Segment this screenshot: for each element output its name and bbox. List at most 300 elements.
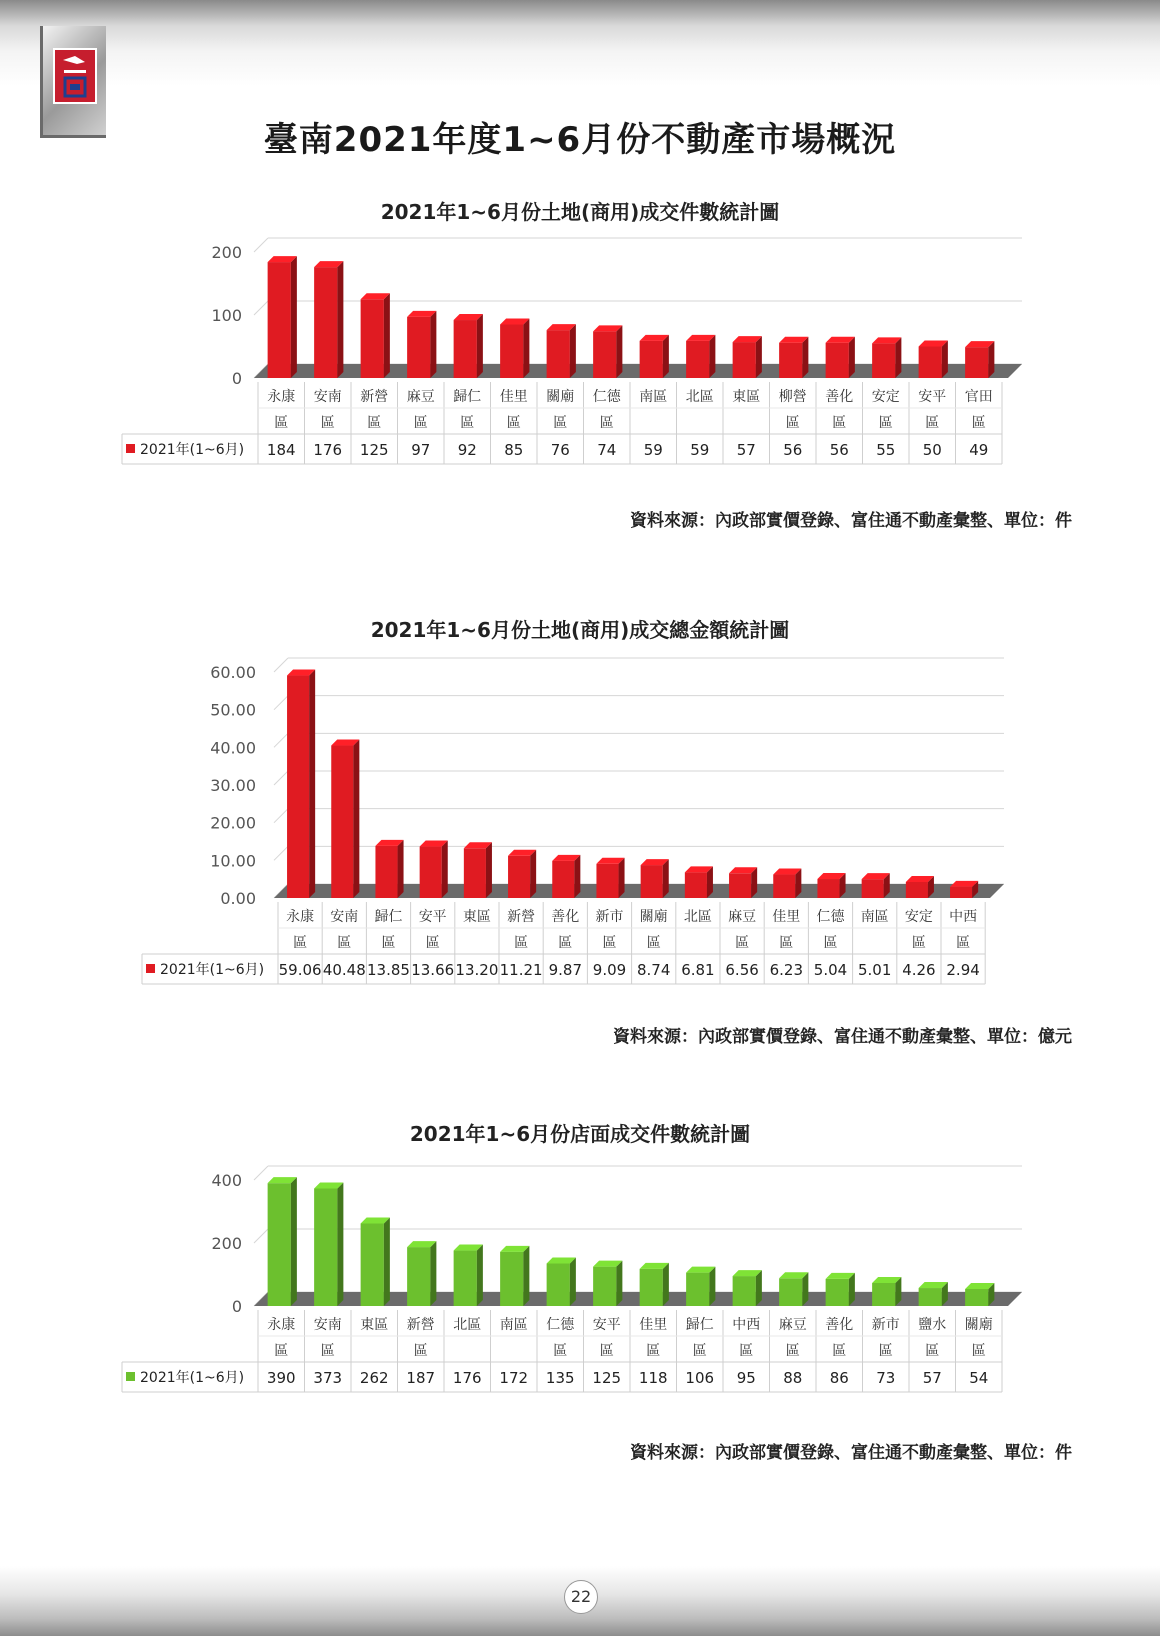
bar bbox=[268, 1177, 297, 1306]
x-category-label: 北區 bbox=[683, 909, 712, 925]
bar bbox=[593, 325, 622, 378]
x-category-label: 安南 bbox=[313, 389, 342, 405]
bar-front bbox=[268, 1183, 291, 1306]
bar-side bbox=[895, 337, 901, 378]
bar-front bbox=[420, 847, 442, 898]
bar bbox=[872, 1277, 901, 1306]
x-category-label-suffix: 區 bbox=[506, 415, 521, 431]
bar bbox=[375, 840, 403, 898]
x-category-label: 安平 bbox=[418, 909, 447, 925]
data-label: 5.04 bbox=[813, 961, 848, 979]
brand-logo-icon bbox=[53, 48, 97, 104]
bar-front bbox=[641, 865, 663, 898]
bar-front bbox=[817, 879, 839, 898]
bar-front bbox=[454, 1251, 477, 1306]
x-category-label-suffix: 區 bbox=[514, 935, 529, 951]
x-category-label-suffix: 區 bbox=[413, 1343, 428, 1359]
bar bbox=[287, 670, 315, 898]
data-label: 8.74 bbox=[636, 961, 671, 979]
x-category-label-suffix: 區 bbox=[878, 1343, 893, 1359]
bar bbox=[640, 1263, 669, 1306]
bar-front bbox=[547, 1263, 570, 1306]
y-tick-label: 400 bbox=[211, 1171, 242, 1190]
x-category-label-suffix: 區 bbox=[779, 935, 794, 951]
bar bbox=[641, 859, 669, 898]
data-label: 2.94 bbox=[946, 961, 980, 979]
bar bbox=[817, 873, 845, 898]
data-label: 390 bbox=[266, 1369, 296, 1387]
y-tick-label: 100 bbox=[211, 306, 242, 325]
bar bbox=[773, 869, 801, 898]
gridline-side bbox=[254, 238, 268, 252]
bar bbox=[779, 337, 808, 378]
page-title: 臺南2021年度1~6月份不動產市場概況 bbox=[263, 120, 897, 160]
data-label: 92 bbox=[457, 441, 477, 459]
bar bbox=[314, 261, 343, 378]
bar bbox=[640, 335, 669, 378]
gridline-side bbox=[274, 733, 288, 747]
bar-front bbox=[508, 856, 530, 898]
x-category-label: 南區 bbox=[639, 389, 668, 405]
bar-front bbox=[593, 331, 616, 378]
x-category-label-suffix: 區 bbox=[558, 935, 573, 951]
x-category-label: 東區 bbox=[732, 389, 761, 405]
source-note-land-amount: 資料來源：內政部實價登錄、富住通不動產彙整、單位：億元 bbox=[613, 1027, 1072, 1047]
y-tick-label: 60.00 bbox=[210, 663, 256, 682]
x-category-label: 新營 bbox=[507, 909, 536, 925]
bar-front bbox=[287, 676, 309, 898]
x-category-label: 鹽水 bbox=[918, 1317, 947, 1333]
bar-front bbox=[500, 1252, 523, 1306]
data-label: 54 bbox=[969, 1369, 989, 1387]
data-label: 59 bbox=[690, 441, 710, 459]
bar-side bbox=[570, 324, 576, 378]
bar-front bbox=[826, 1279, 849, 1306]
data-label: 118 bbox=[638, 1369, 668, 1387]
bar bbox=[826, 1273, 855, 1306]
data-label: 57 bbox=[922, 1369, 942, 1387]
x-category-label: 柳營 bbox=[778, 389, 807, 405]
x-category-label: 仁德 bbox=[816, 909, 845, 925]
x-category-label: 善化 bbox=[825, 1317, 854, 1333]
data-label: 95 bbox=[736, 1369, 756, 1387]
data-label: 6.56 bbox=[725, 961, 759, 979]
bar-front bbox=[733, 342, 756, 378]
bar-side bbox=[523, 318, 529, 378]
bar bbox=[686, 335, 715, 378]
x-category-label-suffix: 區 bbox=[274, 1343, 289, 1359]
chart-land-count bbox=[0, 232, 1160, 492]
bar-side bbox=[291, 256, 297, 378]
bar-side bbox=[574, 855, 580, 898]
bar-front bbox=[872, 343, 895, 378]
data-label: 11.21 bbox=[499, 961, 543, 979]
x-category-label: 永康 bbox=[267, 1317, 296, 1333]
page-number: 22 bbox=[564, 1580, 598, 1614]
bar bbox=[779, 1272, 808, 1306]
bar bbox=[547, 324, 576, 378]
legend-label: 2021年(1~6月) bbox=[140, 1370, 245, 1386]
chart-store-count bbox=[0, 1160, 1160, 1420]
y-tick-label: 50.00 bbox=[210, 700, 256, 720]
bar-side bbox=[430, 311, 436, 378]
data-label: 76 bbox=[550, 441, 570, 459]
x-category-label-suffix: 區 bbox=[739, 1343, 754, 1359]
x-category-label-suffix: 區 bbox=[553, 1343, 568, 1359]
y-tick-label: 0 bbox=[231, 369, 242, 388]
bar bbox=[314, 1183, 343, 1306]
bar-front bbox=[965, 1289, 988, 1306]
bar bbox=[552, 855, 580, 898]
bar-side bbox=[337, 261, 343, 378]
data-label: 56 bbox=[783, 441, 803, 459]
data-label: 176 bbox=[452, 1369, 482, 1387]
bar-front bbox=[919, 347, 942, 379]
chart-title-land-amount: 2021年1~6月份土地(商用)成交總金額統計圖 bbox=[370, 618, 790, 642]
bar-side bbox=[398, 840, 404, 898]
bar-side bbox=[942, 341, 948, 379]
x-category-label: 關廟 bbox=[964, 1317, 993, 1333]
bar bbox=[268, 256, 297, 378]
x-category-label: 中西 bbox=[732, 1317, 761, 1333]
x-category-label-suffix: 區 bbox=[832, 1343, 847, 1359]
x-category-label: 佳里 bbox=[499, 389, 528, 405]
bar-side bbox=[616, 325, 622, 378]
x-category-label-suffix: 區 bbox=[692, 1343, 707, 1359]
bar bbox=[826, 337, 855, 378]
legend-label: 2021年(1~6月) bbox=[160, 962, 265, 978]
bar bbox=[500, 318, 529, 378]
bar bbox=[407, 1241, 436, 1306]
bar-side bbox=[663, 335, 669, 378]
source-note-store-count: 資料來源：內政部實價登錄、富住通不動產彙整、單位：件 bbox=[630, 1443, 1072, 1463]
bar-side bbox=[442, 841, 448, 898]
x-category-label: 安平 bbox=[592, 1317, 621, 1333]
bar bbox=[454, 314, 483, 378]
data-label: 55 bbox=[876, 441, 896, 459]
bar-front bbox=[464, 848, 486, 898]
bar bbox=[733, 336, 762, 378]
x-category-label: 歸仁 bbox=[374, 909, 403, 925]
x-category-label: 東區 bbox=[360, 1317, 389, 1333]
x-category-label-suffix: 區 bbox=[735, 935, 750, 951]
bar-side bbox=[709, 335, 715, 378]
y-tick-label: 10.00 bbox=[210, 851, 256, 871]
x-category-label-suffix: 區 bbox=[337, 935, 352, 951]
bar-side bbox=[530, 850, 536, 898]
data-label: 50 bbox=[922, 441, 942, 459]
x-category-label: 善化 bbox=[825, 389, 854, 405]
data-label: 6.23 bbox=[769, 961, 804, 979]
bar-front bbox=[331, 746, 353, 898]
x-category-label: 北區 bbox=[453, 1317, 482, 1333]
data-label: 59.06 bbox=[278, 961, 322, 979]
data-label: 86 bbox=[829, 1369, 849, 1387]
x-category-label-suffix: 區 bbox=[274, 415, 289, 431]
data-label: 187 bbox=[406, 1369, 436, 1387]
bar bbox=[500, 1246, 529, 1306]
gridline-side bbox=[274, 771, 288, 785]
x-category-label-suffix: 區 bbox=[878, 415, 893, 431]
bar-side bbox=[430, 1241, 436, 1306]
gridline-side bbox=[254, 301, 268, 315]
data-label: 135 bbox=[545, 1369, 575, 1387]
x-category-label-suffix: 區 bbox=[832, 415, 847, 431]
data-label: 88 bbox=[783, 1369, 803, 1387]
data-label: 125 bbox=[592, 1369, 622, 1387]
bar-side bbox=[486, 842, 492, 898]
gridline-side bbox=[274, 696, 288, 710]
data-label: 56 bbox=[829, 441, 849, 459]
x-category-label-suffix: 區 bbox=[971, 1343, 986, 1359]
data-label: 73 bbox=[876, 1369, 896, 1387]
legend-label: 2021年(1~6月) bbox=[140, 442, 245, 458]
bar-front bbox=[454, 320, 477, 378]
x-category-label-suffix: 區 bbox=[320, 415, 335, 431]
bar-side bbox=[616, 1261, 622, 1306]
bar-front bbox=[500, 324, 523, 378]
bar-front bbox=[314, 267, 337, 378]
x-category-label: 安定 bbox=[904, 909, 933, 925]
bar-front bbox=[593, 1267, 616, 1306]
x-category-label: 麻豆 bbox=[778, 1317, 807, 1333]
data-label: 57 bbox=[736, 441, 756, 459]
bar-front bbox=[361, 1223, 384, 1306]
y-tick-label: 0.00 bbox=[220, 889, 256, 908]
bar bbox=[508, 850, 536, 898]
bar bbox=[596, 858, 624, 898]
x-category-label-suffix: 區 bbox=[413, 415, 428, 431]
x-category-label-suffix: 區 bbox=[381, 935, 396, 951]
x-category-label-suffix: 區 bbox=[971, 415, 986, 431]
data-label: 125 bbox=[359, 441, 389, 459]
bar-side bbox=[756, 1270, 762, 1306]
bar-side bbox=[384, 1217, 390, 1306]
bar bbox=[547, 1257, 576, 1306]
x-category-label-suffix: 區 bbox=[911, 935, 926, 951]
x-category-label: 麻豆 bbox=[406, 389, 435, 405]
data-label: 74 bbox=[597, 441, 617, 459]
legend-swatch bbox=[126, 1372, 135, 1381]
bar-side bbox=[477, 314, 483, 378]
bar-side bbox=[353, 740, 359, 898]
x-category-label-suffix: 區 bbox=[425, 935, 440, 951]
bar-side bbox=[309, 670, 315, 898]
bar-front bbox=[872, 1283, 895, 1306]
x-category-label-suffix: 區 bbox=[956, 935, 971, 951]
x-category-label-suffix: 區 bbox=[599, 1343, 614, 1359]
bar-front bbox=[950, 887, 972, 898]
bar-front bbox=[640, 341, 663, 378]
bar bbox=[686, 1267, 715, 1306]
bar bbox=[919, 1282, 948, 1306]
bar-side bbox=[988, 341, 994, 378]
x-category-label: 佳里 bbox=[639, 1317, 668, 1333]
bar-side bbox=[477, 1245, 483, 1306]
x-category-label: 南區 bbox=[499, 1317, 528, 1333]
gridline-side bbox=[274, 658, 288, 672]
x-category-label-suffix: 區 bbox=[925, 415, 940, 431]
bar-front bbox=[314, 1189, 337, 1306]
data-label: 373 bbox=[313, 1369, 343, 1387]
bar bbox=[965, 1283, 994, 1306]
data-label: 262 bbox=[359, 1369, 389, 1387]
gridline-side bbox=[254, 1166, 268, 1180]
data-label: 5.01 bbox=[857, 961, 892, 979]
x-category-label: 新市 bbox=[871, 1317, 900, 1333]
x-category-label: 永康 bbox=[286, 909, 315, 925]
x-category-label-suffix: 區 bbox=[293, 935, 308, 951]
bar-front bbox=[640, 1269, 663, 1306]
bar-front bbox=[407, 317, 430, 378]
x-category-label: 北區 bbox=[685, 389, 714, 405]
bar-front bbox=[906, 882, 928, 898]
bar-front bbox=[686, 1273, 709, 1306]
data-label: 13.66 bbox=[411, 961, 455, 979]
bar-front bbox=[596, 864, 618, 898]
bar bbox=[919, 341, 948, 379]
bar-front bbox=[361, 299, 384, 378]
data-label: 6.81 bbox=[681, 961, 715, 979]
bar-side bbox=[570, 1257, 576, 1306]
bar-side bbox=[337, 1183, 343, 1306]
bar bbox=[965, 341, 994, 378]
source-note-land-count: 資料來源：內政部實價登錄、富住通不動產彙整、單位：件 bbox=[630, 511, 1072, 531]
bar bbox=[361, 293, 390, 378]
bar bbox=[361, 1217, 390, 1306]
bar-side bbox=[709, 1267, 715, 1306]
y-tick-label: 40.00 bbox=[210, 738, 256, 758]
bar bbox=[950, 881, 978, 898]
bar bbox=[420, 841, 448, 898]
x-category-label: 永康 bbox=[267, 389, 296, 405]
y-tick-label: 20.00 bbox=[210, 813, 256, 833]
data-label: 40.48 bbox=[322, 961, 366, 979]
bar bbox=[593, 1261, 622, 1306]
bar-front bbox=[965, 347, 988, 378]
bar-side bbox=[291, 1177, 297, 1306]
gridline-side bbox=[274, 846, 288, 860]
bar-front bbox=[268, 262, 291, 378]
data-label: 4.26 bbox=[902, 961, 936, 979]
x-category-label: 安平 bbox=[918, 389, 947, 405]
bar bbox=[331, 740, 359, 898]
x-category-label-suffix: 區 bbox=[553, 415, 568, 431]
x-category-label-suffix: 區 bbox=[460, 415, 475, 431]
x-category-label: 新市 bbox=[595, 909, 624, 925]
bar-side bbox=[663, 1263, 669, 1306]
bar-side bbox=[663, 859, 669, 898]
x-category-label: 佳里 bbox=[772, 909, 801, 925]
chart-title-land-count: 2021年1~6月份土地(商用)成交件數統計圖 bbox=[380, 200, 780, 224]
x-category-label: 仁德 bbox=[546, 1317, 575, 1333]
bar-front bbox=[729, 873, 751, 898]
chart-land-amount bbox=[0, 652, 1160, 1012]
data-label: 49 bbox=[969, 441, 989, 459]
bar-front bbox=[686, 341, 709, 378]
x-category-label: 安定 bbox=[871, 389, 900, 405]
bar bbox=[685, 866, 713, 898]
x-category-label: 關廟 bbox=[546, 389, 575, 405]
x-category-label: 安南 bbox=[330, 909, 359, 925]
bar bbox=[454, 1245, 483, 1306]
bar bbox=[464, 842, 492, 898]
x-category-label-suffix: 區 bbox=[785, 415, 800, 431]
x-category-label: 安南 bbox=[313, 1317, 342, 1333]
x-category-label: 新營 bbox=[406, 1317, 435, 1333]
y-tick-label: 200 bbox=[211, 1234, 242, 1253]
bar-front bbox=[407, 1247, 430, 1306]
gridline-side bbox=[274, 809, 288, 823]
bar-front bbox=[826, 343, 849, 378]
x-category-label-suffix: 區 bbox=[925, 1343, 940, 1359]
y-tick-label: 30.00 bbox=[210, 776, 256, 795]
bar-front bbox=[779, 1278, 802, 1306]
data-label: 106 bbox=[685, 1369, 715, 1387]
header-band bbox=[0, 0, 1160, 86]
bar-front bbox=[547, 330, 570, 378]
bar-front bbox=[685, 872, 707, 898]
y-tick-label: 0 bbox=[231, 1297, 242, 1316]
x-category-label: 歸仁 bbox=[685, 1317, 714, 1333]
bar bbox=[872, 337, 901, 378]
bar bbox=[407, 311, 436, 378]
bar-front bbox=[779, 343, 802, 378]
bar-side bbox=[523, 1246, 529, 1306]
bar-side bbox=[802, 337, 808, 378]
bar-side bbox=[619, 858, 625, 898]
bar-front bbox=[733, 1276, 756, 1306]
bar-front bbox=[375, 846, 397, 898]
x-category-label-suffix: 區 bbox=[599, 415, 614, 431]
data-label: 97 bbox=[411, 441, 431, 459]
bar-side bbox=[849, 337, 855, 378]
y-tick-label: 200 bbox=[211, 243, 242, 262]
bar-front bbox=[552, 861, 574, 898]
data-label: 9.09 bbox=[592, 961, 627, 979]
bar-side bbox=[756, 336, 762, 378]
bar-front bbox=[773, 875, 795, 898]
x-category-label: 中西 bbox=[949, 909, 978, 925]
x-category-label: 關廟 bbox=[639, 909, 668, 925]
bar bbox=[733, 1270, 762, 1306]
gridline-side bbox=[254, 1229, 268, 1243]
x-category-label: 官田 bbox=[964, 389, 993, 405]
bar bbox=[862, 873, 890, 898]
data-label: 59 bbox=[643, 441, 663, 459]
x-category-label: 歸仁 bbox=[453, 389, 482, 405]
x-category-label: 仁德 bbox=[592, 389, 621, 405]
bar-front bbox=[862, 879, 884, 898]
x-category-label-suffix: 區 bbox=[646, 935, 661, 951]
legend-swatch bbox=[126, 444, 135, 453]
data-label: 176 bbox=[313, 441, 343, 459]
data-label: 9.87 bbox=[548, 961, 583, 979]
bar bbox=[906, 876, 934, 898]
x-category-label-suffix: 區 bbox=[320, 1343, 335, 1359]
bar-side bbox=[384, 293, 390, 378]
x-category-label-suffix: 區 bbox=[367, 415, 382, 431]
x-category-label: 麻豆 bbox=[728, 909, 757, 925]
bar-front bbox=[919, 1288, 942, 1306]
x-category-label-suffix: 區 bbox=[646, 1343, 661, 1359]
data-label: 85 bbox=[504, 441, 524, 459]
bar bbox=[729, 867, 757, 898]
data-label: 172 bbox=[499, 1369, 529, 1387]
x-category-label: 新營 bbox=[360, 389, 389, 405]
legend-swatch bbox=[146, 964, 155, 973]
data-label: 184 bbox=[266, 441, 296, 459]
